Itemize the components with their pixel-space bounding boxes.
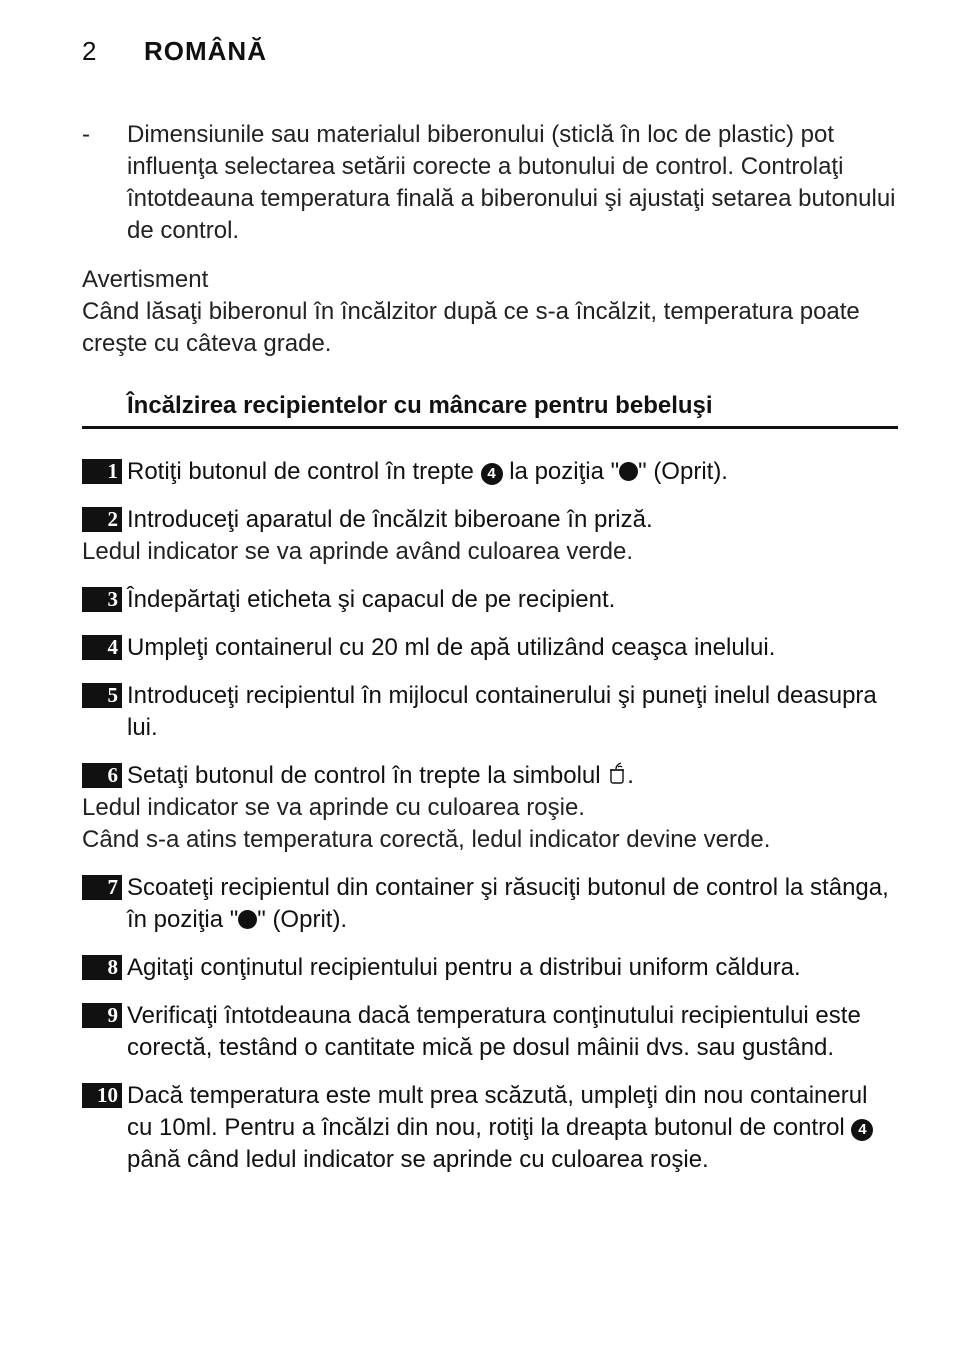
page-header: [82, 36, 267, 67]
step-number-badge: 8: [82, 955, 122, 980]
step-8: [82, 952, 898, 984]
step-text: Umpleţi containerul cu 20 ml de apă utilizând ceaşca inelului.: [127, 634, 776, 661]
step-10: [82, 1080, 898, 1176]
page-number: 2: [82, 36, 97, 66]
step-text: Verificaţi întotdeauna dacă temperatura conţinutului recipientului este corectă, testând o cantitate mică pe dosul mâinii dvs. sau gustând.: [127, 1002, 861, 1061]
steps-list: [82, 456, 898, 1192]
note-dash: -: [82, 121, 90, 148]
step-number-badge: 1: [82, 459, 122, 484]
step-text: Îndepărtaţi eticheta şi capacul de pe recipient.: [127, 586, 616, 613]
step-6: [82, 760, 898, 856]
off-dot-icon: [619, 462, 638, 481]
language-title: ROMÂNĂ: [144, 36, 267, 66]
section-title: Încălzirea recipientelor cu mâncare pentru bebeluşi: [82, 392, 898, 429]
warning-block: [82, 264, 902, 360]
step-4: [82, 632, 898, 664]
step-1: [82, 456, 898, 488]
step-number-badge: 4: [82, 635, 122, 660]
step-text: Dacă temperatura este mult prea scăzută, umpleţi din nou containerul cu 10ml. Pentru a încălzi din nou, rotiţi la dreapta butonul de control 4 până când ledul indicator se aprinde cu culoarea roşie.: [127, 1080, 898, 1176]
knob-number-icon: 4: [481, 463, 503, 485]
step-text: Scoateţi recipientul din container şi răsuciţi butonul de control la stânga, în poziţia " " (Oprit).: [127, 874, 889, 933]
note-paragraph: [82, 119, 902, 247]
baby-food-jar-icon: [607, 761, 627, 785]
step-7: [82, 872, 898, 936]
step-number-badge: 7: [82, 875, 122, 900]
step-text: Introduceţi aparatul de încălzit biberoane în priză.: [127, 506, 653, 533]
note-text: Dimensiunile sau materialul biberonului (sticlă în loc de plastic) pot influenţa selectarea setării corecte a butonului de control. Controlaţi întotdeauna temperatura finală a biberonului şi ajustaţi setarea butonului de control.: [127, 121, 896, 244]
step-text: Rotiţi butonul de control în trepte 4 la poziţia " " (Oprit).: [127, 458, 728, 485]
step-number-badge: 3: [82, 587, 122, 612]
step-number-badge: 10: [82, 1083, 122, 1108]
step-text: Agitaţi conţinutul recipientului pentru a distribui uniform căldura.: [127, 954, 801, 981]
off-dot-icon: [238, 910, 257, 929]
step-text: Setaţi butonul de control în trepte la simbolul .: [127, 762, 634, 789]
step-5: [82, 680, 898, 744]
warning-title: Avertisment: [82, 266, 209, 293]
step-number-badge: 6: [82, 763, 122, 788]
step-subtext: Când s-a atins temperatura corectă, ledul indicator devine verde.: [82, 826, 771, 853]
warning-text: Când lăsaţi biberonul în încălzitor după ce s-a încălzit, temperatura poate creşte cu câteva grade.: [82, 298, 860, 357]
step-number-badge: 5: [82, 683, 122, 708]
step-9: [82, 1000, 898, 1064]
knob-number-icon: 4: [851, 1119, 873, 1141]
step-subtext: Ledul indicator se va aprinde având culoarea verde.: [82, 538, 634, 565]
step-2: [82, 504, 898, 568]
step-text: Introduceţi recipientul în mijlocul containerului şi puneţi inelul deasupra lui.: [127, 682, 877, 741]
step-number-badge: 9: [82, 1003, 122, 1028]
step-3: [82, 584, 898, 616]
step-subtext: Ledul indicator se va aprinde cu culoarea roşie.: [82, 794, 585, 821]
step-number-badge: 2: [82, 507, 122, 532]
